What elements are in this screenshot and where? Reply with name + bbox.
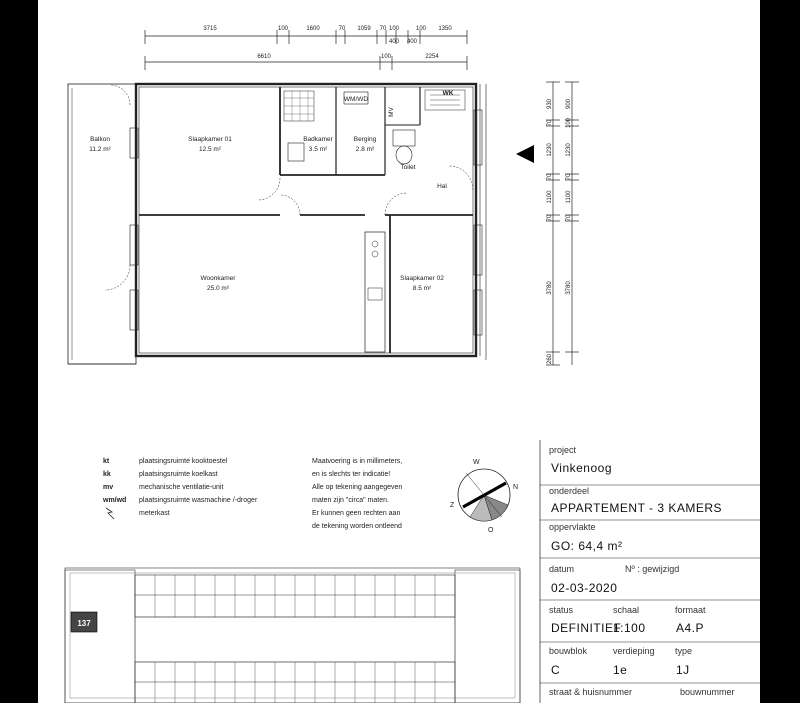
tb-formaat-value: A4.P: [676, 621, 705, 635]
dim-top-4: 70: [338, 26, 346, 32]
legend-code-1: kt: [103, 458, 110, 465]
disclaimer-line-4: maten zijn "circa" maten.: [312, 497, 389, 504]
dim-top-5: 1059: [357, 26, 371, 32]
compass-z: Z: [450, 502, 455, 509]
room-slaapkamer01-name: Slaapkamer 01: [188, 136, 232, 143]
disclaimer-line-3: Alle op tekening aangegeven: [312, 484, 403, 491]
tb-verdieping-label: verdieping: [613, 646, 655, 656]
compass-o: O: [488, 527, 494, 534]
legend-text-2: plaatsingsruimte koelkast: [139, 471, 218, 478]
tb-status-label: status: [549, 605, 574, 615]
tb-bouwnummer-label: bouwnummer: [680, 687, 735, 697]
tb-bouwblok-label: bouwblok: [549, 646, 588, 656]
tb-status-value: DEFINITIEF: [551, 621, 622, 635]
tb-straat-label: straat & huisnummer: [549, 687, 633, 697]
room-badkamer-area: 3.5 m²: [308, 146, 328, 153]
dim-right-b-1: 900: [566, 98, 572, 110]
room-berging-area: 2.8 m²: [355, 146, 375, 153]
room-wk-label: WK: [442, 90, 454, 97]
dim-right-a-1: 930: [547, 98, 553, 110]
dim-right-b-2: 100: [566, 117, 572, 129]
keyplan-unit-number: 137: [77, 619, 91, 628]
legend-code-2: kk: [103, 471, 111, 478]
tb-datum-value: 02-03-2020: [551, 581, 618, 595]
room-badkamer-name: Badkamer: [303, 136, 333, 143]
tb-bouwblok-value: C: [551, 663, 561, 677]
dim-top-sub-1: 400: [388, 39, 400, 45]
room-toilet-name: Toilet: [400, 164, 416, 171]
dim-top-sub-2: 400: [406, 39, 418, 45]
room-hal-name: Hal: [437, 183, 447, 190]
room-mv-label: MV: [388, 107, 395, 117]
dim-top2-1: 6610: [257, 54, 271, 60]
tb-nr-label: Nº : gewijzigd: [625, 564, 680, 574]
tb-onderdeel-value: APPARTEMENT - 3 KAMERS: [551, 501, 723, 515]
room-balkon-area: 11.2 m²: [89, 146, 111, 153]
dim-top-2: 100: [277, 26, 289, 32]
tb-oppervlakte-value: GO: 64,4 m²: [551, 539, 623, 553]
disclaimer-line-1: Maatvoering is in millimeters,: [312, 458, 403, 465]
room-woonkamer-name: Woonkamer: [200, 275, 236, 282]
dim-right-b-3: 1230: [566, 143, 572, 157]
dim-right-a-6: 70: [547, 214, 553, 222]
compass-n: N: [513, 484, 519, 491]
legend-text-1: plaatsingsruimte kooktoestel: [139, 458, 228, 465]
disclaimer-line-5: Er kunnen geen rechten aan: [312, 510, 401, 517]
tb-type-value: 1J: [676, 663, 690, 677]
room-wmwd-label: WM/WD: [343, 96, 369, 103]
tb-formaat-label: formaat: [675, 605, 706, 615]
dim-top2-3: 2254: [425, 54, 439, 60]
tb-project-value: Vinkenoog: [551, 461, 612, 475]
legend-text-3: mechanische ventilatie-unit: [139, 484, 224, 491]
dim-top-8: 100: [415, 26, 427, 32]
room-balkon-name: Balkon: [90, 136, 110, 143]
tb-schaal-label: schaal: [613, 605, 640, 615]
legend-code-3: mv: [103, 484, 114, 491]
compass-w: W: [473, 459, 480, 466]
dim-right-a-4: 70: [547, 173, 553, 181]
room-woonkamer-area: 25.0 m²: [206, 285, 230, 292]
dim-right-b-5: 1100: [566, 190, 572, 204]
dim-right-b-6: 70: [566, 214, 572, 222]
dim-right-a-7: 3780: [547, 281, 553, 295]
paper: [38, 0, 760, 703]
dim-top-6: 70: [379, 26, 387, 32]
legend-text-4: plaatsingsruimte wasmachine /-droger: [139, 497, 258, 504]
tb-type-label: type: [675, 646, 693, 656]
tb-verdieping-value: 1e: [613, 663, 628, 677]
tb-onderdeel-label: onderdeel: [549, 486, 590, 496]
legend-code-4: wm/wd: [103, 497, 127, 504]
dim-right-b-4: 70: [566, 173, 572, 181]
dim-top-9: 1350: [438, 26, 452, 32]
dim-top-3: 1600: [306, 26, 320, 32]
room-slaapkamer02-name: Slaapkamer 02: [400, 275, 444, 282]
dim-top-7: 100: [388, 26, 400, 32]
room-slaapkamer01-area: 12.5 m²: [198, 146, 222, 153]
dim-right-b-7: 3780: [566, 281, 572, 295]
tb-project-label: project: [549, 445, 577, 455]
dim-top-1: 3715: [203, 26, 217, 32]
room-berging-name: Berging: [353, 136, 377, 143]
room-slaapkamer02-area: 8.5 m²: [412, 285, 432, 292]
dim-right-a-5: 1100: [547, 190, 553, 204]
dim-right-a-3: 1230: [547, 143, 553, 157]
dim-right-a-2: 70: [547, 119, 553, 127]
legend-text-5: meterkast: [139, 510, 170, 517]
tb-schaal-value: 1:100: [613, 621, 646, 635]
disclaimer-line-2: en is slechts ter indicatie!: [312, 471, 391, 478]
tb-oppervlakte-label: oppervlakte: [549, 522, 596, 532]
disclaimer-line-6: de tekening worden ontleend: [312, 523, 402, 530]
dim-top2-2: 100: [380, 54, 392, 60]
dim-right-a-8: 260: [547, 353, 553, 365]
tb-datum-label: datum: [549, 564, 575, 574]
